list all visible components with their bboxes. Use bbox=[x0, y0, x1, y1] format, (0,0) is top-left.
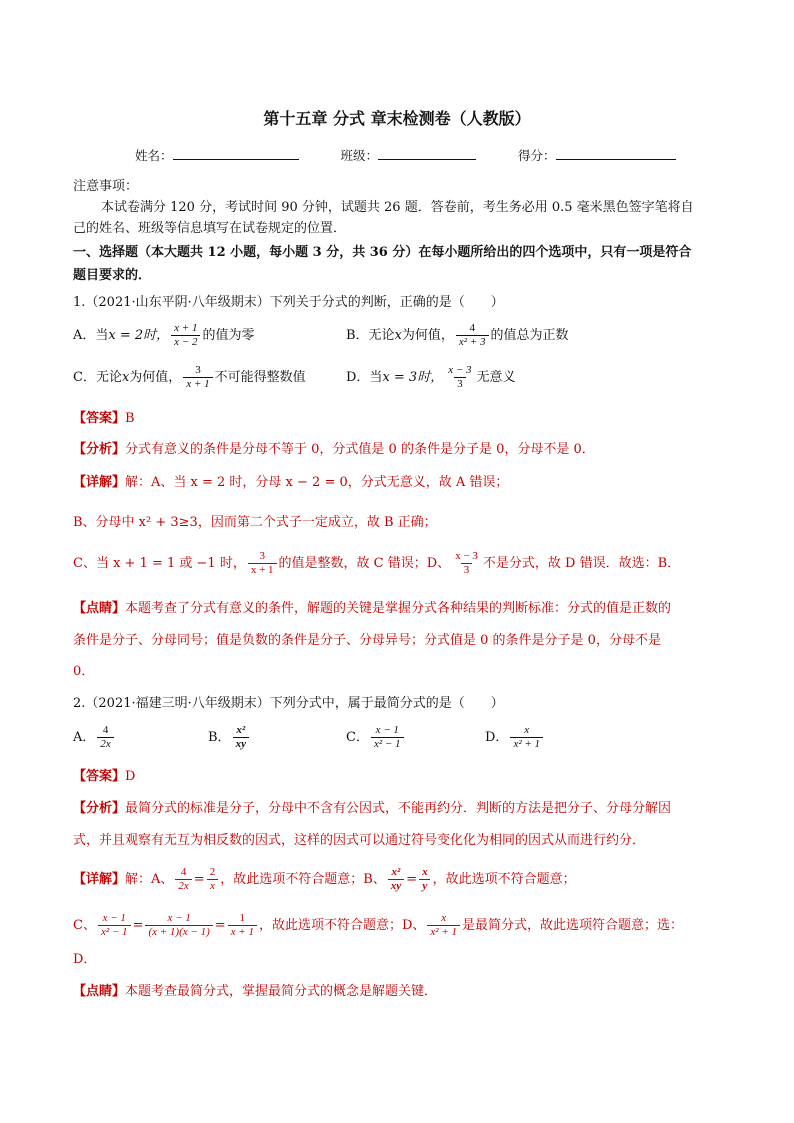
q2-detail-1: 【详解】解：A、 $\frac{4}{2x}$ = $\frac{2}{x}$ ，故此选项不符合题意；B、 $\frac{\text{x²}}{xy}$ = $\frac{x}{y}$ ，故此选项不符合题意； bbox=[73, 866, 576, 892]
q2-detail-3: D． bbox=[73, 952, 97, 967]
q1-answer: 【答案】B bbox=[73, 411, 135, 426]
q1-option-b: B．无论x为何值， $\frac{4}{\text{x² + 3}}$ 的值总为正数 bbox=[346, 322, 569, 348]
page-title: 第十五章 分式 章末检测卷（人教版） bbox=[263, 109, 531, 128]
q2-option-a: A． $\frac{4}{2x}$ bbox=[73, 724, 116, 751]
q2-option-c: C． $\frac{x - 1}{\text{x² − 1}}$ bbox=[346, 724, 406, 751]
score-blank bbox=[556, 147, 676, 160]
q2-stem: 2.（2021·福建三明·八年级期末）下列分式中，属于最简分式的是（ ） bbox=[73, 696, 504, 711]
q2-detail-2: C、 $\frac{x - 1}{\text{x² − 1}}$ = $\frac{x - 1}{(x + 1)(x - 1)}$ = $\frac{1}{x + 1}$ ，故此选项不符合题意；D、 $\frac{x}{\text{x² + 1}}$ 是最简分式，故此选项符合题意；选： bbox=[73, 912, 684, 938]
q2-analysis-1: 【分析】最简分式的标准是分子，分母中不含有公因式，不能再约分．判断的方法是把分子、分母分解因 bbox=[73, 801, 672, 816]
notes-line-1: 本试卷满分 120 分，考试时间 90 分钟，试题共 26 题．答卷前，考生务必用 0.5 毫米黑色签字笔将自 bbox=[101, 200, 694, 215]
q1-detail-2: B、分母中 x² + 3≥3，因而第二个式子一定成立，故 B 正确； bbox=[73, 515, 437, 530]
q1-point-3: 0． bbox=[73, 664, 95, 679]
q2-option-d: D． $\frac{x}{\text{x² + 1}}$ bbox=[485, 724, 545, 751]
q1-option-d: D．当x = 3时， $\frac{x - 3}{3}$ 无意义 bbox=[346, 364, 516, 390]
q2-point: 【点睛】本题考查最简分式，掌握最简分式的概念是解题关键． bbox=[73, 984, 438, 999]
score-label: 得分： bbox=[518, 148, 556, 163]
q1-analysis: 【分析】分式有意义的条件是分母不等于 0，分式值是 0 的条件是分子是 0，分母不是 0． bbox=[73, 442, 595, 457]
name-label: 姓名： bbox=[135, 148, 173, 163]
q2-analysis-2: 式，并且观察有无互为相反数的因式，这样的因式可以通过符号变化化为相同的因式从而进行约分． bbox=[73, 833, 646, 848]
section-heading-1: 一、选择题（本大题共 12 小题，每小题 3 分，共 36 分）在每小题所给出的四个选项中，只有一项是符合 bbox=[73, 245, 692, 260]
name-blank bbox=[173, 147, 299, 160]
q1-detail-3: C、当 x + 1 = 1 或 −1 时， $\frac{3}{x + 1}$ 的值是整数，故 C 错误；D、 $\frac{x - 3}{3}$ 不是分式，故 D 错误．故选：B． bbox=[73, 550, 681, 576]
q1-stem: 1.（2021·山东平阴·八年级期末）下列关于分式的判断，正确的是（ ） bbox=[73, 295, 504, 310]
q1-option-a: A．当x = 2时， $\frac{x + 1}{x - 2}$ 的值为零 bbox=[73, 322, 255, 348]
q1-detail-1: 【详解】解：A、当 x = 2 时，分母 x − 2 = 0，分式无意义，故 A 错误； bbox=[73, 475, 509, 490]
notes-line-2: 己的姓名、班级等信息填写在试卷规定的位置． bbox=[73, 221, 347, 236]
q1-point-1: 【点睛】本题考查了分式有意义的条件，解题的关键是掌握分式各种结果的判断标准：分式的值是正数的 bbox=[73, 601, 672, 616]
student-info-row bbox=[135, 146, 676, 164]
class-blank bbox=[378, 147, 476, 160]
class-label: 班级： bbox=[340, 148, 379, 163]
q2-option-b: B． $\frac{\text{x²}}{xy}$ bbox=[208, 724, 251, 751]
section-heading-2: 题目要求的． bbox=[73, 268, 152, 283]
q1-option-c: C．无论x为何值， $\frac{3}{x + 1}$ 不可能得整数值 bbox=[73, 364, 306, 390]
q1-point-2: 条件是分子、分母同号；值是负数的条件是分子、分母异号；分式值是 0 的条件是分子是 0，分母不是 bbox=[73, 633, 661, 648]
q2-answer: 【答案】D bbox=[73, 769, 136, 784]
notes-heading: 注意事项： bbox=[73, 179, 139, 194]
